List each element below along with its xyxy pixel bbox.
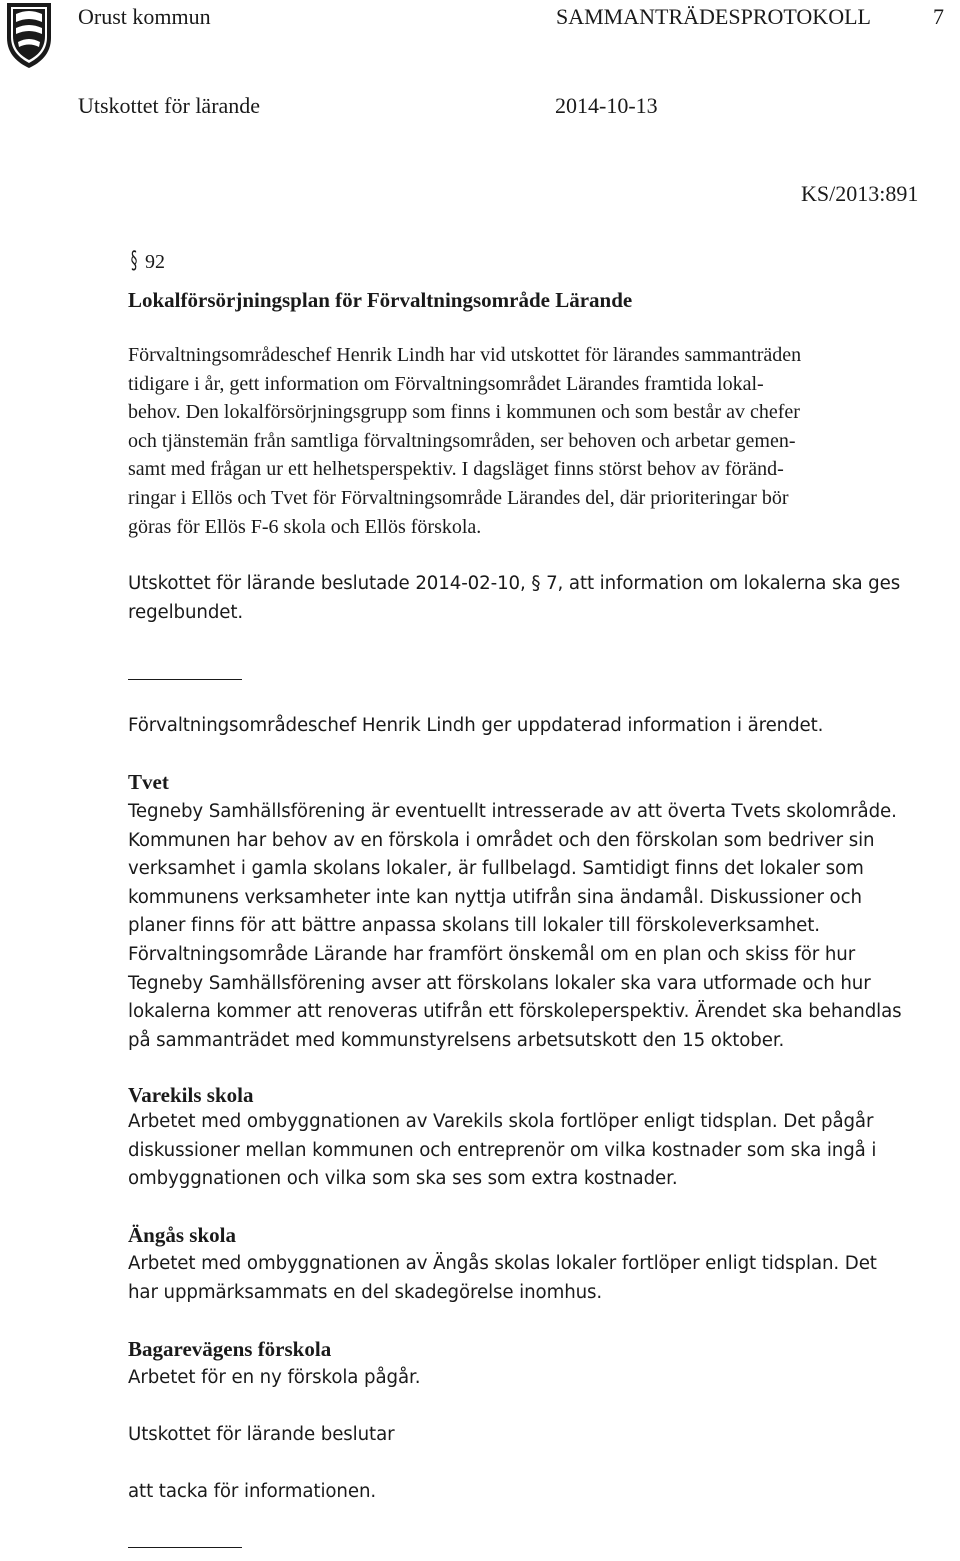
- paragraph-line: behov. Den lokalförsörjningsgrupp som finns i kommunen och som består av chefer: [128, 401, 800, 424]
- section-symbol: §: [130, 246, 138, 274]
- paragraph-line: göras för Ellös F-6 skola och Ellös förskola.: [128, 515, 482, 538]
- paragraph-line: Förvaltningsområdeschef Henrik Lindh har vid utskottet för lärandes sammanträden: [128, 344, 802, 366]
- section-heading-bagarevagens-forskola: Bagarevägens förskola: [128, 1337, 332, 1361]
- section-body-varekils-skola: [128, 1108, 928, 1194]
- paragraph-line: Utskottet för lärande beslutade 2014-02-10, § 7, att information om lokalerna ska ges: [128, 573, 901, 594]
- paragraph-line: kommunens verksamheter inte kan nyttja utifrån sina ändamål. Diskussioner och: [128, 886, 862, 908]
- section-heading-tvet: Tvet: [128, 770, 169, 794]
- meeting-date: 2014-10-13: [555, 93, 658, 118]
- section-body-tvet: [128, 798, 928, 1055]
- separator-rule: [128, 679, 242, 680]
- committee-name: Utskottet för lärande: [78, 93, 261, 118]
- paragraph-line: Förvaltningsområde Lärande har framfört önskemål om en plan och skiss för hur: [128, 943, 856, 965]
- item-number-line: [128, 246, 165, 274]
- paragraph-line: lokalerna kommer att renoveras utifrån ett förskoleperspektiv. Ärendet ska behandlas: [128, 1001, 902, 1023]
- item-title: Lokalförsörjningsplan för Förvaltningsområde Lärande: [128, 288, 633, 312]
- section-heading-angas-skola: Ängås skola: [128, 1223, 236, 1247]
- paragraph-line: tidigare i år, gett information om Förvaltningsområdet Lärandes framtida lokal-: [128, 372, 764, 395]
- paragraph-line: ombyggnationen och vilka som ska ses som extra kostnader.: [128, 1168, 678, 1190]
- paragraph-line: Arbetet med ombyggnationen av Varekils skola fortlöper enligt tidsplan. Det pågår: [128, 1111, 874, 1132]
- section-body-angas-skola: [128, 1250, 928, 1307]
- update-paragraph: Förvaltningsområdeschef Henrik Lindh ger uppdaterad information i ärendet.: [128, 715, 824, 736]
- paragraph-line: Arbetet med ombyggnationen av Ängås skolas lokaler fortlöper enligt tidsplan. Det: [128, 1253, 877, 1274]
- previous-decision-paragraph: [128, 570, 928, 627]
- paragraph-line: planer finns för att bättre anpassa skolans till lokaler till förskoleverksamhet.: [128, 915, 820, 937]
- orust-coat-of-arms-logo: [4, 0, 54, 70]
- decision-text: att tacka för informationen.: [128, 1481, 377, 1502]
- paragraph-line: Kommunen har behov av en förskola i området och den förskolan som bedriver sin: [128, 829, 875, 851]
- paragraph-line: och tjänstemän från samtliga förvaltningsområden, ser behoven och arbetar gemen-: [128, 429, 796, 452]
- paragraph-line: regelbundet.: [128, 601, 244, 623]
- intro-paragraph: [128, 341, 928, 541]
- end-rule: [128, 1547, 242, 1548]
- paragraph-line: diskussioner mellan kommunen och entreprenör om vilka kostnader som ska ingå i: [128, 1139, 877, 1161]
- item-number: 92: [145, 251, 165, 273]
- paragraph-line: verksamhet i gamla skolans lokaler, är fullbelagd. Samtidigt finns det lokaler som: [128, 858, 864, 880]
- paragraph-line: Tegneby Samhällsförening är eventuellt intresserade av att överta Tvets skolområde.: [128, 801, 897, 822]
- document-type: SAMMANTRÄDESPROTOKOLL: [556, 4, 871, 29]
- paragraph-line: har uppmärksammats en del skadegörelse inomhus.: [128, 1281, 603, 1303]
- section-body-bagarevagens-forskola: [128, 1364, 928, 1393]
- decision-intro: Utskottet för lärande beslutar: [128, 1424, 395, 1445]
- paragraph-line: på sammanträdet med kommunstyrelsens arbetsutskott den 15 oktober.: [128, 1029, 785, 1051]
- section-heading-varekils-skola: Varekils skola: [128, 1083, 254, 1107]
- page-number: 7: [933, 4, 944, 29]
- org-name: Orust kommun: [78, 4, 211, 29]
- case-number: KS/2013:891: [801, 181, 919, 206]
- paragraph-line: Arbetet för en ny förskola pågår.: [128, 1367, 421, 1388]
- paragraph-line: Tegneby Samhällsförening avser att förskolans lokaler ska vara utformade och hur: [128, 972, 871, 994]
- paragraph-line: samt med frågan ur ett helhetsperspektiv. I dagsläget finns störst behov av föränd-: [128, 458, 784, 481]
- paragraph-line: ringar i Ellös och Tvet för Förvaltningsområde Lärandes del, där prioriteringar bör: [128, 486, 789, 509]
